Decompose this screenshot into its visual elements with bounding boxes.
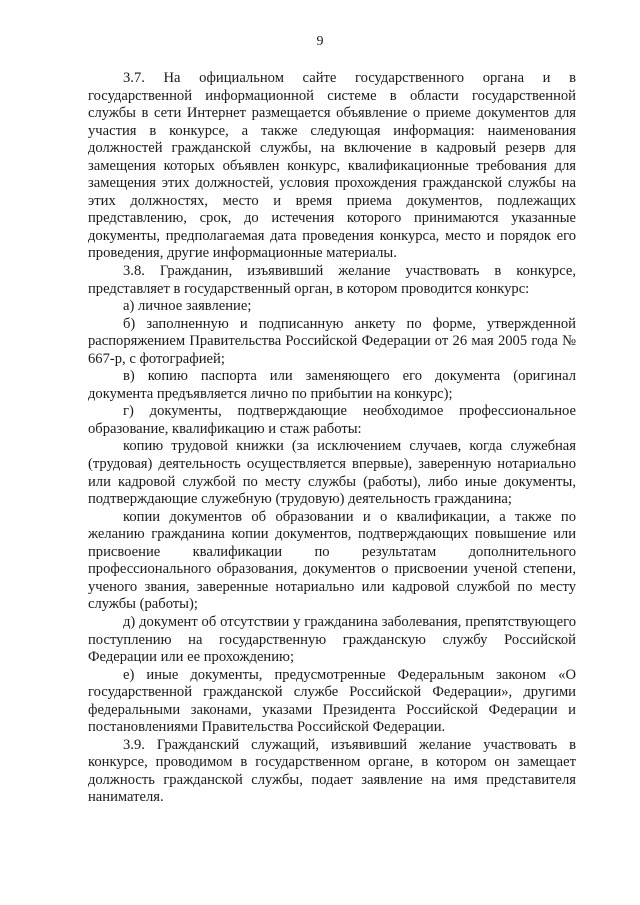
list-item-v: в) копию паспорта или заменяющего его документа (оригинал документа предъявляется лично по прибытии на конкурс); [88, 368, 576, 402]
list-item-g: г) документы, подтверждающие необходимое профессиональное образование, квалификацию и стаж работы: [88, 403, 576, 437]
sub-item-work-record: копию трудовой книжки (за исключением случаев, когда служебная (трудовая) деятельность осуществляется впервые), заверенную нотариально или кадровой службой по месту службы (работы), либо иные документы, подтверждающие служебную (трудовую) деятельность гражданина; [88, 438, 576, 508]
paragraph-3-8: 3.8. Гражданин, изъявивший желание участвовать в конкурсе, представляет в государственный орган, в котором проводится конкурс: [88, 263, 576, 297]
paragraph-3-9: 3.9. Гражданский служащий, изъявивший желание участвовать в конкурсе, проводимом в государственном органе, в котором он замещает должность гражданской службы, подает заявление на имя представителя нанимателя. [88, 736, 576, 806]
paragraph-3-7: 3.7. На официальном сайте государственного органа и в государственной информационной системе в области государственной службы в сети Интернет размещается объявление о приеме документов для участия в конкурсе, а также следующая информация: наименования должностей гражданской службы, на включение в кадровый резерв для замещения которых объявлен конкурс, квалификационные требования для замещения этих должностей, условия прохождения гражданской службы на этих должностях, место и время приема документов, подлежащих представлению, срок, до истечения которого принимаются указанные документы, предполагаемая дата проведения конкурса, место и порядок его проведения, другие информационные материалы. [88, 70, 576, 262]
list-item-b: б) заполненную и подписанную анкету по форме, утвержденной распоряжением Правительства Российской Федерации от 26 мая 2005 года № 667-р, с фотографией; [88, 315, 576, 367]
list-item-d: д) документ об отсутствии у гражданина заболевания, препятствующего поступлению на государственную гражданскую службу Российской Федерации или ее прохождению; [88, 613, 576, 666]
list-item-e: е) иные документы, предусмотренные Федеральным законом «О государственной гражданской службе Российской Федерации», другими федеральными законами, указами Президента Российской Федерации и постановлениями Правительства Российской Федерации. [88, 666, 576, 736]
list-item-a: а) личное заявление; [123, 298, 252, 315]
document-body [88, 70, 576, 807]
page-number: 9 [316, 34, 324, 49]
sub-item-education: копии документов об образовании и о квалификации, а также по желанию гражданина копии документов, подтверждающих повышение или присвоение квалификации по результатам дополнительного профессионального образования, документов о присвоении ученой степени, ученого звания, заверенные нотариально или кадровой службой по месту службы (работы); [88, 508, 576, 613]
